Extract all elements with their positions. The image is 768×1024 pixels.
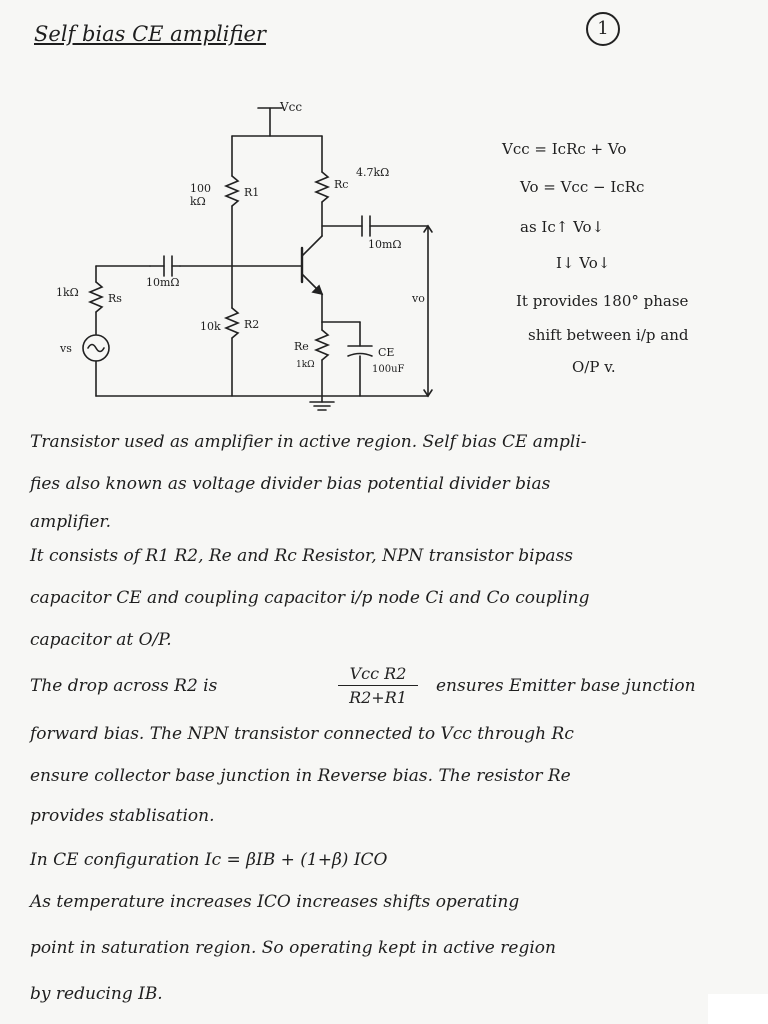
body-line: forward bias. The NPN transistor connected to Vcc through Rc (30, 724, 574, 744)
fraction-numerator: Vcc R2 (338, 664, 418, 686)
rc-value-label: 4.7kΩ (356, 166, 390, 179)
body-line: capacitor CE and coupling capacitor i/p node Ci and Co coupling (30, 588, 590, 608)
re-value-label: 1kΩ (296, 360, 315, 370)
rs-resistor (90, 282, 102, 312)
body-line: As temperature increases ICO increases shifts operating (30, 892, 520, 912)
fraction-denominator: R2+R1 (349, 688, 407, 707)
body-line: fies also known as voltage divider bias potential divider bias (30, 474, 551, 494)
page-title: Self bias CE amplifier (34, 22, 266, 46)
rc-resistor (316, 172, 328, 202)
vs-label: vs (60, 342, 72, 355)
transistor-collector (302, 236, 322, 256)
vo-label: vo (412, 292, 425, 305)
body-line: by reducing IB. (30, 984, 163, 1004)
r1-value-label: 100 kΩ (190, 182, 211, 208)
equation-line: as Ic↑ Vo↓ (520, 218, 605, 236)
rs-label: Rs (108, 292, 122, 305)
ce-label: CE (378, 346, 395, 359)
r2-label: R2 (244, 318, 260, 331)
equation-line: I↓ Vo↓ (556, 254, 611, 272)
body-line: The drop across R2 is (30, 676, 218, 696)
r1-label: R1 (244, 186, 260, 199)
re-resistor (316, 330, 328, 360)
rs-value-label: 1kΩ (56, 286, 79, 299)
body-line: capacitor at O/P. (30, 630, 172, 650)
equation-line: Vo = Vcc − IcRc (520, 178, 645, 196)
vcc-label: Vcc (280, 100, 303, 114)
re-label: Re (294, 340, 309, 353)
equation-line: It provides 180° phase (516, 292, 689, 310)
vs-sine (88, 345, 104, 352)
equation-line: shift between i/p and (528, 326, 689, 344)
body-line: Transistor used as amplifier in active region. Self bias CE ampli- (30, 432, 587, 452)
body-line: It consists of R1 R2, Re and Rc Resistor, NPN transistor bipass (30, 546, 574, 566)
body-line: amplifier. (30, 512, 112, 532)
in-cap-value-label: 10mΩ (146, 276, 180, 289)
body-line: provides stablisation. (30, 806, 215, 826)
rc-label: Rc (334, 178, 349, 191)
equation-line: O/P v. (572, 358, 616, 376)
body-line: ensure collector base junction in Reverse bias. The resistor Re (30, 766, 571, 786)
body-line: ensures Emitter base junction (436, 676, 696, 696)
r1-resistor (226, 176, 238, 206)
ce-value-label: 100uF (372, 364, 405, 375)
body-line: In CE configuration Ic = βIB + (1+β) ICO (30, 850, 388, 870)
equation-line: Vcc = IcRc + Vo (502, 140, 627, 158)
voltage-divider-fraction (338, 664, 418, 707)
page-number: 1 (586, 12, 620, 46)
out-cap-value-label: 10mΩ (368, 238, 402, 251)
r2-value-label: 10k (200, 320, 221, 333)
scanner-watermark (708, 994, 768, 1024)
r2-resistor (226, 308, 238, 338)
body-line: point in saturation region. So operating kept in active region (30, 938, 556, 958)
